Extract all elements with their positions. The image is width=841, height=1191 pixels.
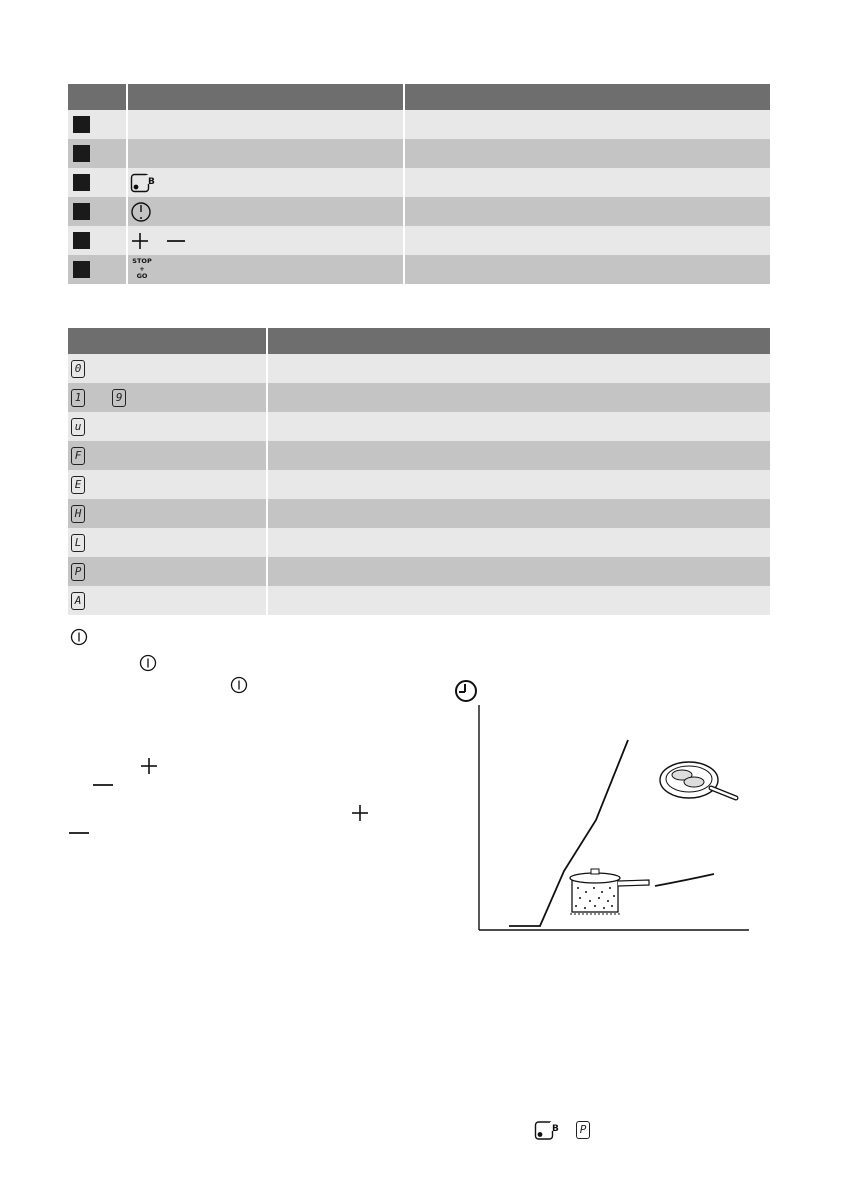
table-row: [68, 557, 770, 586]
controls-table: [68, 84, 770, 288]
table-row: [68, 354, 770, 383]
display-glyph: F: [71, 447, 85, 465]
display-glyph: 1: [71, 389, 85, 407]
table-row: [68, 197, 770, 226]
display-table-header: [68, 328, 770, 354]
minus-icon: [68, 828, 90, 838]
plus-icon: [350, 803, 370, 823]
booster-icon: [534, 1120, 564, 1142]
display-glyph: P: [576, 1121, 590, 1139]
display-glyph: 9: [112, 389, 126, 407]
booster-letter: B: [552, 1124, 559, 1134]
cooking-pot-icon: [570, 869, 649, 914]
table-row: [68, 499, 770, 528]
stop-go-icon: STOP + GO: [132, 257, 152, 280]
control-number-square: [73, 232, 90, 249]
control-number-square: [73, 174, 90, 191]
display-glyph: 0: [71, 360, 85, 378]
display-glyph: H: [71, 505, 85, 523]
table-row: [68, 226, 770, 255]
display-glyph: u: [71, 418, 85, 436]
heating-diagram: [452, 678, 752, 936]
booster-icon: [130, 173, 160, 193]
controls-table-header: [68, 84, 770, 110]
display-glyph: E: [71, 476, 85, 494]
table-row: [68, 168, 770, 197]
table-row: [68, 412, 770, 441]
frying-pan-icon: [660, 762, 736, 798]
power-icon: [70, 628, 88, 646]
power-level-glyph-box: [576, 1121, 590, 1140]
display-glyph: P: [71, 563, 85, 581]
control-number-square: [73, 203, 90, 220]
table-row: [68, 586, 770, 615]
curve-low: [655, 874, 714, 886]
clock-icon: [456, 681, 476, 701]
plus-icon: [139, 756, 159, 776]
table-row: [68, 383, 770, 412]
booster-letter: B: [148, 177, 155, 187]
display-table: [68, 328, 770, 622]
control-number-square: [73, 145, 90, 162]
table-row: [68, 139, 770, 168]
control-number-square: [73, 261, 90, 278]
table-row: [68, 110, 770, 139]
display-glyph: A: [71, 592, 85, 610]
table-row: [68, 528, 770, 557]
display-glyph: L: [71, 534, 85, 552]
minus-icon: [165, 231, 187, 251]
power-icon: [139, 654, 157, 672]
table-row: [68, 470, 770, 499]
table-row: [68, 441, 770, 470]
plus-icon: [130, 231, 150, 251]
power-icon: [230, 676, 248, 694]
table-row: [68, 255, 770, 284]
control-number-square: [73, 116, 90, 133]
timer-icon: [130, 201, 152, 223]
minus-icon: [92, 780, 114, 790]
